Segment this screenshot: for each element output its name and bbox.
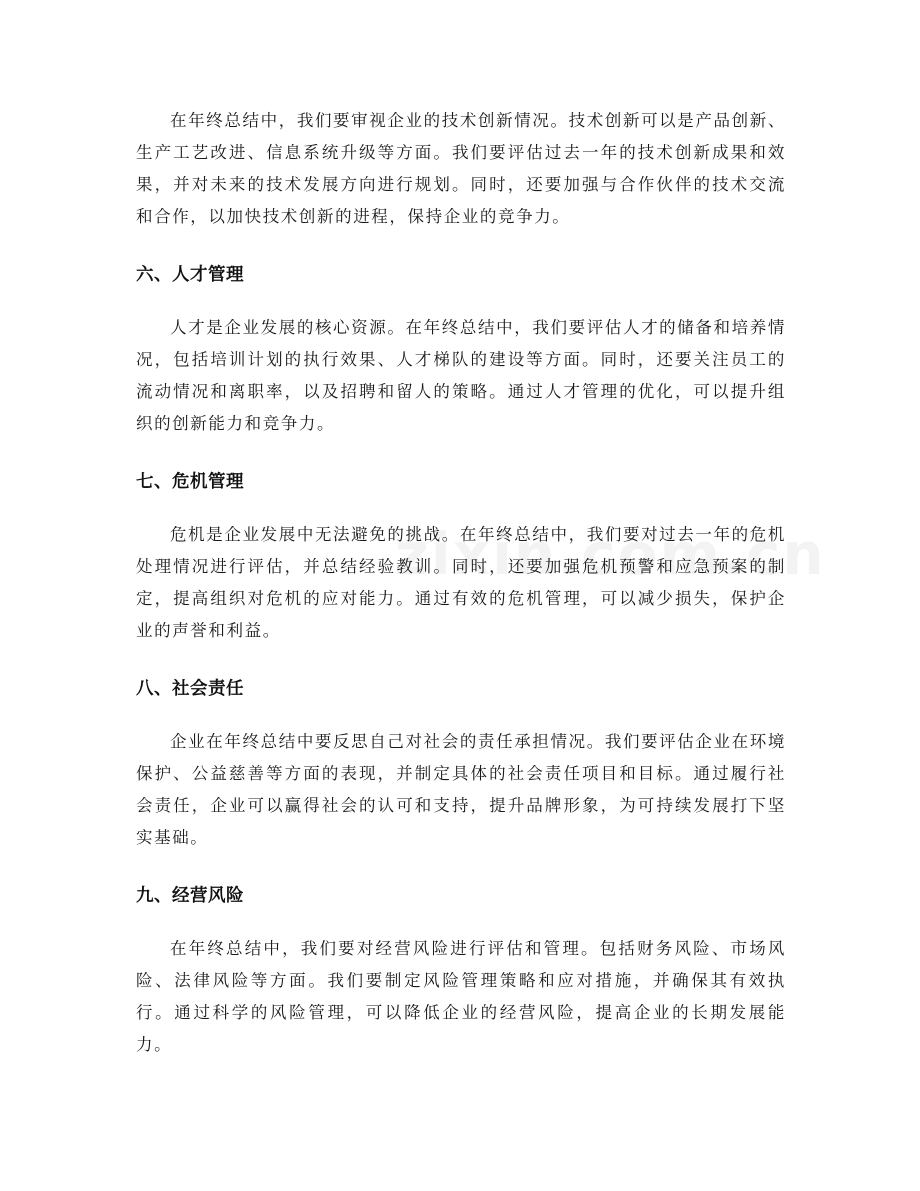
section-heading-risk: 九、经营风险 xyxy=(136,886,244,906)
intro-paragraph: 在年终总结中，我们要审视企业的技术创新情况。技术创新可以是产品创新、生产工艺改进、信息系统升级等方面。我们要评估过去一年的技术创新成果和效果，并对未来的技术发展方向进行规划。同时，还要加强与合作伙伴的技术交流和合作，以加快技术创新的进程，保持企业的竞争力。 xyxy=(136,111,786,226)
section-paragraph-talent: 人才是企业发展的核心资源。在年终总结中，我们要评估人才的储备和培养情况，包括培训计划的执行效果、人才梯队的建设等方面。同时，还要关注员工的流动情况和离职率，以及招聘和留人的策略。通过人才管理的优化，可以提升组织的创新能力和竞争力。 xyxy=(136,318,786,433)
section-heading-talent: 六、人才管理 xyxy=(136,265,244,285)
section-paragraph-crisis: 危机是企业发展中无法避免的挑战。在年终总结中，我们要对过去一年的危机处理情况进行评估，并总结经验教训。同时，还要加强危机预警和应急预案的制定，提高组织对危机的应对能力。通过有效的危机管理，可以减少损失，保护企业的声誉和利益。 xyxy=(136,525,786,640)
section-paragraph-risk: 在年终总结中，我们要对经营风险进行评估和管理。包括财务风险、市场风险、法律风险等方面。我们要制定风险管理策略和应对措施，并确保其有效执行。通过科学的风险管理，可以降低企业的经营风险，提高企业的长期发展能力。 xyxy=(136,939,786,1054)
section-paragraph-social: 企业在年终总结中要反思自己对社会的责任承担情况。我们要评估企业在环境保护、公益慈善等方面的表现，并制定具体的社会责任项目和目标。通过履行社会责任，企业可以赢得社会的认可和支持，提升品牌形象，为可持续发展打下坚实基础。 xyxy=(136,732,786,847)
document-body xyxy=(136,105,786,1061)
section-heading-social: 八、社会责任 xyxy=(136,679,244,699)
section-heading-crisis: 七、危机管理 xyxy=(136,472,244,492)
